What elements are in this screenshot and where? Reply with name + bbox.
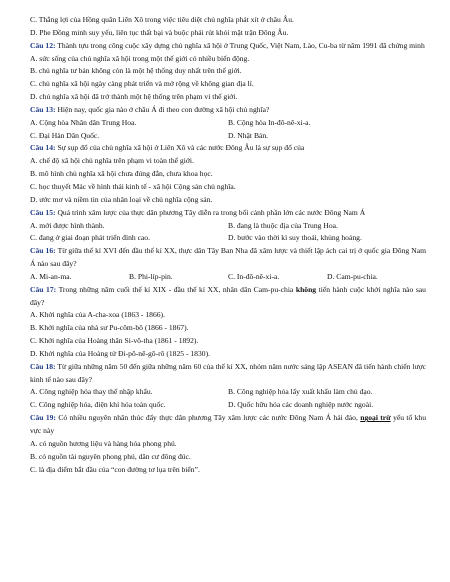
question-13 bbox=[30, 104, 426, 117]
question-14 bbox=[30, 142, 426, 155]
options-row bbox=[30, 117, 426, 130]
option-b: B. Khởi nghĩa của nhà sư Pu-côm-bô (1866 - 1867). bbox=[30, 323, 189, 333]
options-row bbox=[30, 271, 426, 284]
option-d: D. bước vào thời kì suy thoái, khủng hoảng. bbox=[228, 233, 362, 243]
question-number: Câu 16: bbox=[30, 246, 56, 256]
question-number: Câu 13: bbox=[30, 104, 56, 114]
question-text: Quá trình xâm lược của thực dân phương Tây diễn ra trong bối cảnh phần lớn các nước Đông Nam Á bbox=[57, 207, 366, 217]
question-12 bbox=[30, 40, 426, 53]
option-b: B. chủ nghĩa tư bản không còn là một hệ thống duy nhất trên thế giới. bbox=[30, 66, 242, 76]
option-d: D. Cam-pu-chia. bbox=[327, 271, 378, 281]
question-text: Từ giữa thế kỉ XVI đến đầu thế kỉ XX, thực dân Tây Ban Nha đã xâm lược và thiết lập ách cai trị ở quốc gia Đông Nam Á nào sau đây? bbox=[30, 246, 426, 269]
option-a: A. Khởi nghĩa của A-cha-xoa (1863 - 1866). bbox=[30, 310, 165, 320]
question-text: Từ giữa những năm 50 đến giữa những năm 60 của thế kỉ XX, nhóm năm nước sáng lập ASEAN đã tiến hành chiến lược kinh tế nào sau đây? bbox=[30, 361, 426, 384]
emphasis-text: không bbox=[295, 284, 317, 294]
option-a: A. có nguồn hương liệu và hàng hóa phong phú. bbox=[30, 438, 177, 448]
question-text: Thành tựu trong công cuộc xây dựng chủ nghĩa xã hội ở Trung Quốc, Việt Nam, Lào, Cu-ba từ năm 1991 đã chứng minh bbox=[57, 40, 425, 50]
options-row bbox=[30, 399, 426, 412]
option-d: D. Quốc hữu hóa các doanh nghiệp nước ngoài. bbox=[228, 400, 374, 410]
question-number: Câu 19: bbox=[30, 413, 56, 423]
options-row bbox=[30, 386, 426, 399]
emphasis-text: ngoại trừ bbox=[360, 413, 391, 423]
option-d: D. Khởi nghĩa của Hoàng tử Đi-pô-nê-gô-rô (1825 - 1830). bbox=[30, 348, 211, 358]
options-row bbox=[30, 130, 426, 143]
option-c: C. Khởi nghĩa của Hoàng thân Si-vô-tha (1861 - 1892). bbox=[30, 336, 199, 346]
option-a: A. chế độ xã hội chủ nghĩa trên phạm vi toàn thế giới. bbox=[30, 156, 194, 166]
option-c: C. Đại Hàn Dân Quốc. bbox=[30, 130, 100, 140]
option-b: B. có nguồn tài nguyên phong phú, dân cư đông đúc. bbox=[30, 451, 191, 461]
question-text-end: tiến hành cuộc khởi nghĩa nào sau đây? bbox=[30, 284, 426, 307]
question-text: Trong những năm cuối thế kỉ XIX - đầu thế kỉ XX, nhân dân Cam-pu-chia bbox=[58, 284, 294, 294]
option-b: B. đang là thuộc địa của Trung Hoa. bbox=[228, 220, 338, 230]
question-number: Câu 18: bbox=[30, 361, 56, 371]
option-a: A. Mi-an-ma. bbox=[30, 271, 72, 281]
question-number: Câu 14: bbox=[30, 143, 56, 153]
option-b: B. mô hình chủ nghĩa xã hội chưa đúng đắn, chưa khoa học. bbox=[30, 169, 213, 179]
option-d: D. chủ nghĩa xã hội đã trở thành một hệ thống trên phạm vi thế giới. bbox=[30, 92, 238, 102]
options-row bbox=[30, 220, 426, 233]
question-18 bbox=[30, 361, 426, 387]
question-text: Sự sụp đổ của chủ nghĩa xã hội ở Liên Xô và các nước Đông Âu là sự sụp đổ của bbox=[57, 143, 305, 153]
option-b: B. Phi-líp-pin. bbox=[129, 271, 173, 281]
answer-line: D. Phe Đồng minh suy yếu, liên tục thất bại và buộc phải rút khỏi mặt trận Đông Âu. bbox=[30, 27, 289, 37]
question-text: Hiện nay, quốc gia nào ở châu Á đi theo con đường xã hội chủ nghĩa? bbox=[57, 104, 270, 114]
question-17 bbox=[30, 284, 426, 310]
option-c: C. chủ nghĩa xã hội ngày càng phát triển và mở rộng về không gian địa lí. bbox=[30, 79, 254, 89]
option-c: C. đang ở giai đoạn phát triển đỉnh cao. bbox=[30, 233, 151, 243]
option-c: C. học thuyết Mác về hình thái kinh tế - xã hội Cộng sản chủ nghĩa. bbox=[30, 181, 236, 191]
question-number: Câu 12: bbox=[30, 40, 56, 50]
question-number: Câu 17: bbox=[30, 284, 57, 294]
option-a: A. Cộng hòa Nhân dân Trung Hoa. bbox=[30, 117, 137, 127]
option-c: C. In-đô-nê-xi-a. bbox=[228, 271, 280, 281]
option-a: A. sức sống của chủ nghĩa xã hội trong một thế giới có nhiều biến động. bbox=[30, 53, 250, 63]
options-row bbox=[30, 232, 426, 245]
option-b: B. Công nghiệp hóa lấy xuất khẩu làm chủ đạo. bbox=[228, 387, 373, 397]
question-text: Có nhiều nguyên nhân thúc đẩy thực dân phương Tây xâm lược các nước Đông Nam Á hải đảo, bbox=[58, 413, 358, 423]
option-c: C. là địa điểm bắt đầu của “con đường tơ lụa trên biển”. bbox=[30, 464, 200, 474]
question-text-end: yếu tố khu vực này bbox=[30, 413, 427, 435]
question-19 bbox=[30, 412, 426, 438]
option-a: A. Công nghiệp hóa thay thế nhập khẩu. bbox=[30, 387, 153, 397]
document-page bbox=[30, 14, 426, 476]
option-d: D. Nhật Bản. bbox=[228, 130, 269, 140]
option-c: C. Công nghiệp hóa, điện khí hóa toàn quốc. bbox=[30, 400, 166, 410]
option-d: D. ước mơ và niềm tin của nhân loại về chủ nghĩa cộng sản. bbox=[30, 194, 213, 204]
question-number: Câu 15: bbox=[30, 207, 56, 217]
question-16 bbox=[30, 245, 426, 271]
option-a: A. mới được hình thành. bbox=[30, 220, 105, 230]
option-b: B. Cộng hòa In-đô-nê-xi-a. bbox=[228, 117, 311, 127]
answer-line: C. Thắng lợi của Hồng quân Liên Xô trong việc tiêu diệt chủ nghĩa phát xít ở châu Âu. bbox=[30, 15, 294, 24]
question-15 bbox=[30, 207, 426, 220]
